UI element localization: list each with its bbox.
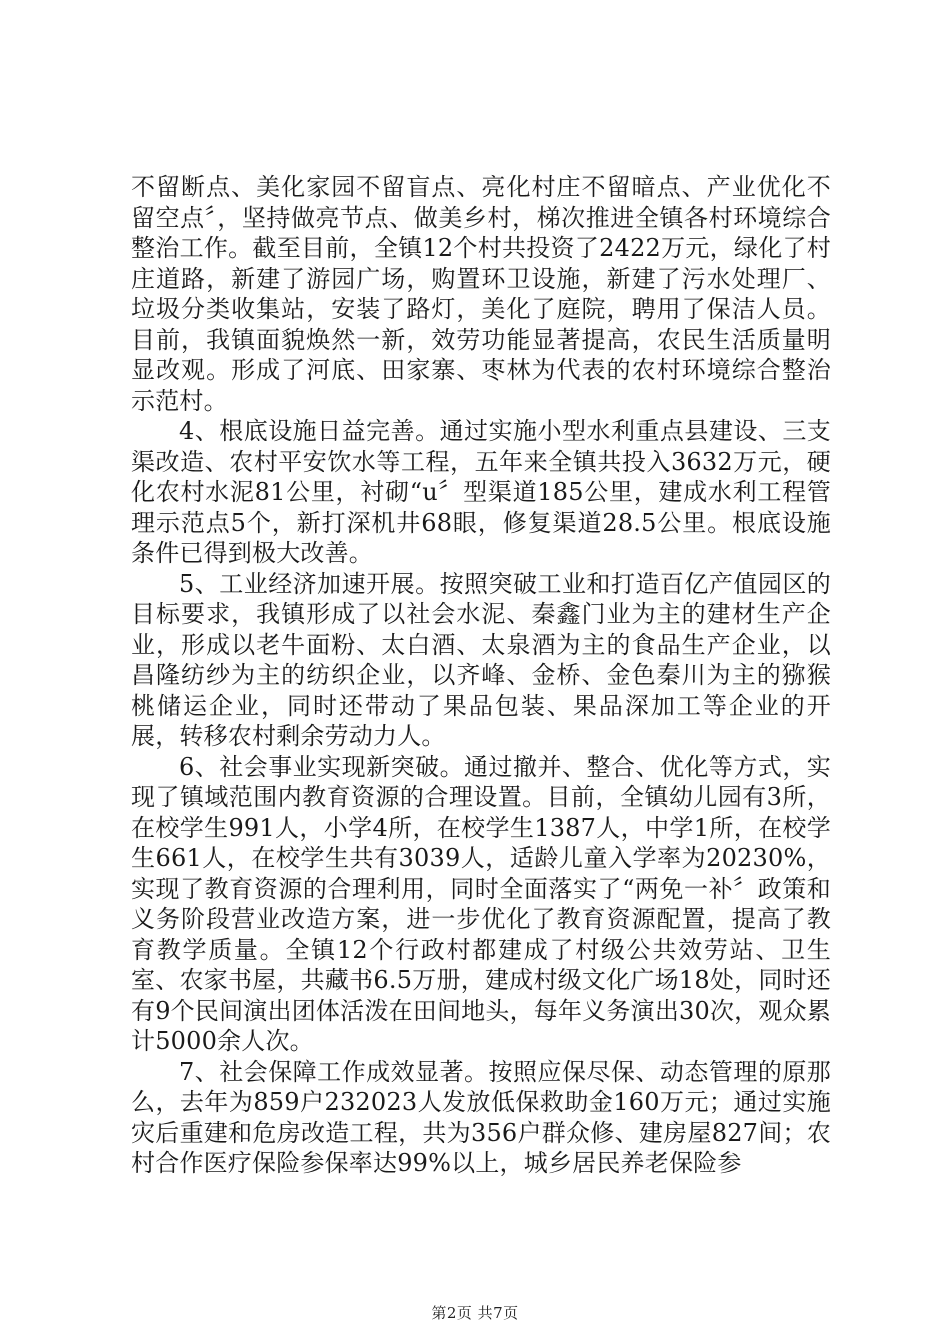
paragraph-continuation: 不留断点、美化家园不留盲点、亮化村庄不留暗点、产业优化不留空点〞，坚持做亮节点、做美乡村，梯次推进全镇各村环境综合整治工作。截至目前，全镇12个村共投资了2422万元，绿化了村庄道路，新建了游园广场，购置环卫设施，新建了污水处理厂、垃圾分类收集站，安装了路灯，美化了庭院，聘用了保洁人员。目前，我镇面貌焕然一新，效劳功能显著提高，农民生活质量明显改观。形成了河底、田家寨、枣林为代表的农村环境综合整治示范村。 (131, 173, 831, 415)
paragraph-infrastructure: 4、根底设施日益完善。通过实施小型水利重点县建设、三支渠改造、农村平安饮水等工程，五年来全镇共投入3632万元，硬化农村水泥81公里，衬砌“u〞型渠道185公里，建成水利工程管理示范点5个，新打深机井68眼，修复渠道28.5公里。根底设施条件已得到极大改善。 (131, 417, 831, 567)
paragraph-social-affairs: 6、社会事业实现新突破。通过撤并、整合、优化等方式，实现了镇域范围内教育资源的合理设置。目前，全镇幼儿园有3所，在校学生991人，小学4所，在校学生1387人，中学1所，在校学生661人，在校学生共有3039人，适龄儿童入学率为20230%，实现了教育资源的合理利用，同时全面落实了“两免一补〞政策和义务阶段营业改造方案，进一步优化了教育资源配置，提高了教育教学质量。全镇12个行政村都建成了村级公共效劳站、卫生室、农家书屋，共藏书6.5万册，建成村级文化广场18处，同时还有9个民间演出团体活泼在田间地头，每年义务演出30次，观众累计5000余人次。 (131, 752, 831, 1055)
paragraph-social-security: 7、社会保障工作成效显著。按照应保尽保、动态管理的原那么，去年为859户232023人发放低保救助金160万元；通过实施灾后重建和危房改造工程，共为356户群众修、建房屋827间；农村合作医疗保险参保率达99%以上，城乡居民养老保险参 (131, 1057, 831, 1177)
document-body (131, 172, 831, 1179)
page-number-footer: 第2页 共7页 (431, 1304, 519, 1322)
paragraph-industry: 5、工业经济加速开展。按照突破工业和打造百亿产值园区的目标要求，我镇形成了以社会水泥、秦鑫门业为主的建材生产企业，形成以老牛面粉、太白酒、太泉酒为主的食品生产企业，以昌隆纺纱为主的纺织企业，以齐峰、金桥、金色秦川为主的猕猴桃储运企业，同时还带动了果品包装、果品深加工等企业的开展，转移农村剩余劳动力人。 (131, 569, 831, 750)
